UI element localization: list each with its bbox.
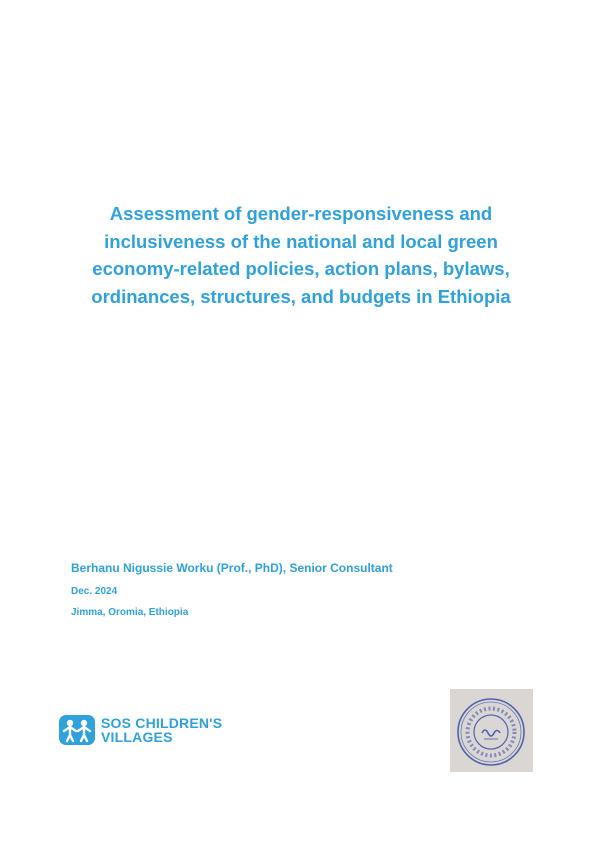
title-line-1: Assessment of gender-responsiveness and: [109, 203, 493, 224]
sos-children-figures-icon: [59, 715, 95, 745]
logo-line-1: SOS CHILDREN'S: [101, 715, 223, 731]
official-stamp-seal: [450, 689, 533, 772]
logo-wordmark: [101, 716, 222, 744]
document-title: [60, 200, 542, 310]
location-line: Jimma, Oromia, Ethiopia: [71, 607, 189, 618]
title-line-4: ordinances, structures, and budgets in Ethiopia: [91, 285, 511, 307]
date-line: Dec. 2024: [71, 586, 118, 597]
sos-childrens-villages-logo: [59, 713, 222, 747]
stamp-seal-icon: [450, 689, 533, 772]
logo-line-2: VILLAGES: [101, 729, 173, 745]
title-line-2: inclusiveness of the national and local green: [104, 230, 498, 252]
author-line: Berhanu Nigussie Worku (Prof., PhD), Senior Consultant: [71, 561, 393, 575]
title-line-3: economy-related policies, action plans, bylaws,: [92, 258, 510, 279]
